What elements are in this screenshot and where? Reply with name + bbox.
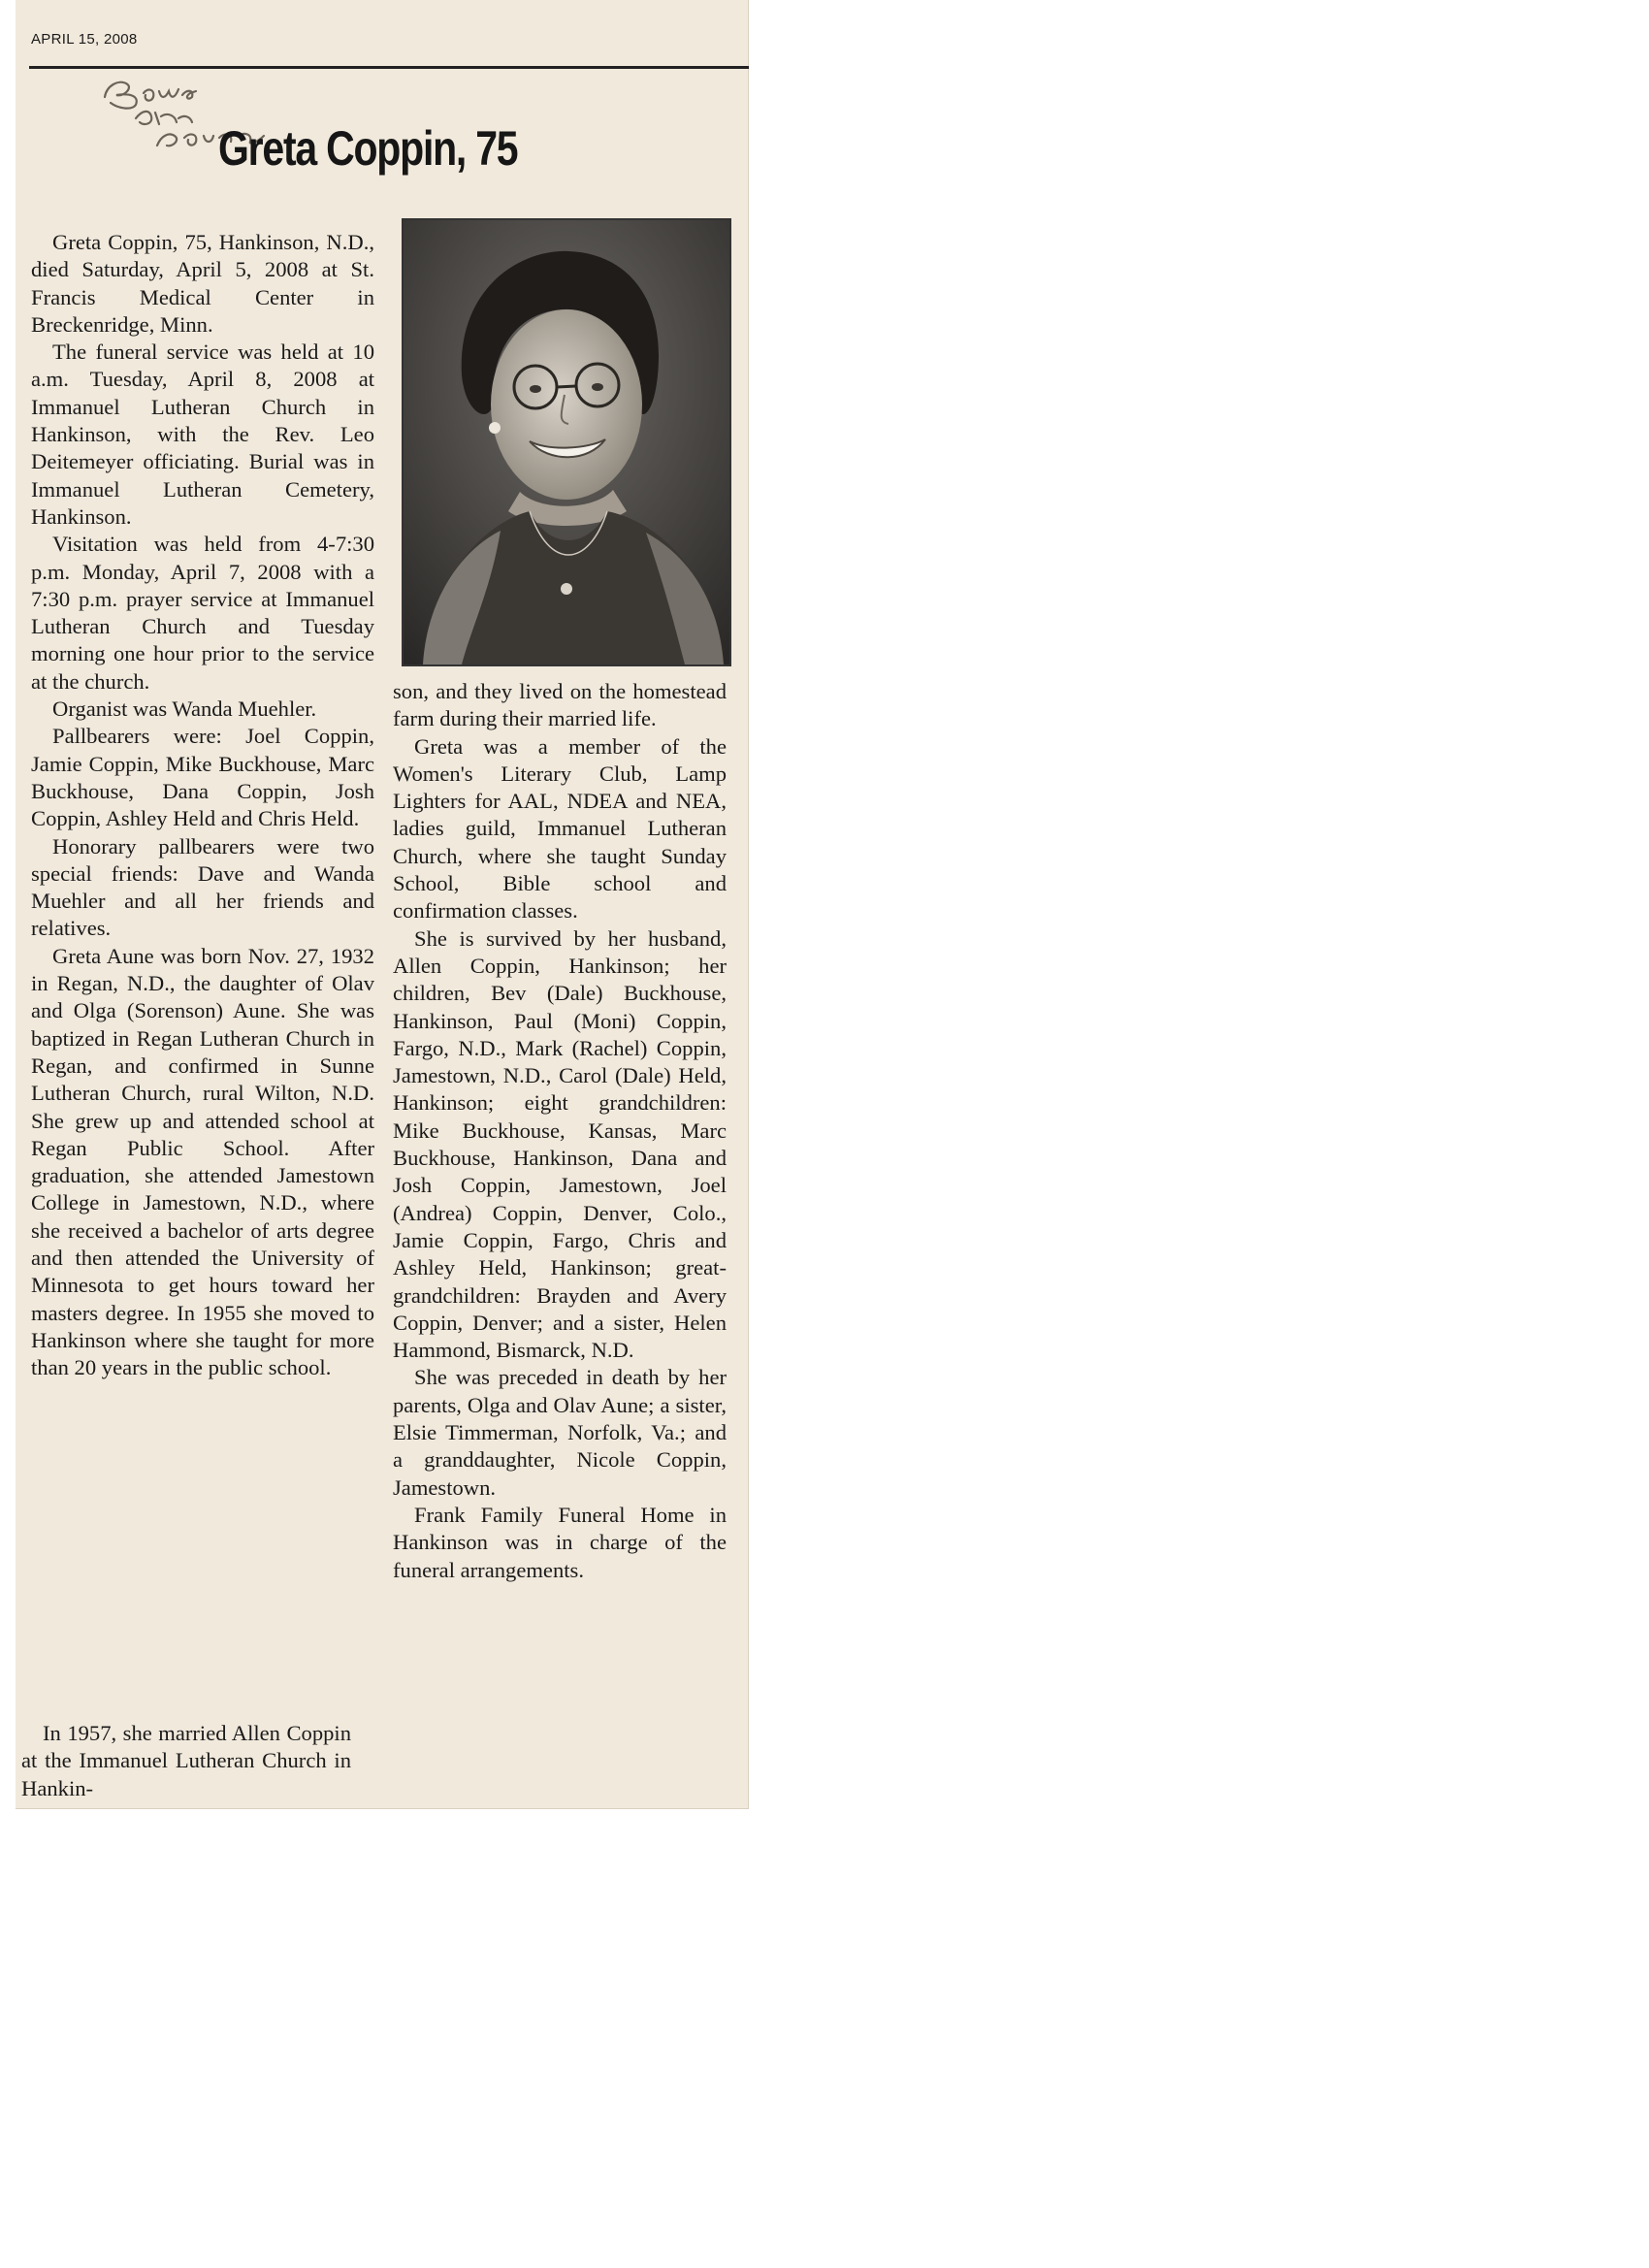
column-1	[31, 229, 374, 1381]
dateline: APRIL 15, 2008	[31, 31, 138, 48]
paragraph-survivors: She is survived by her husband, Allen Coppin, Hankinson; her children, Bev (Dale) Buckhouse, Hankinson, Paul (Moni) Coppin, Fargo, N.D., Mark (Rachel) Coppin, Jamestown, N.D., Carol (Dale) Held, Hankinson; eight grandchildren: Mike Buckhouse, Kansas, Marc Buckhouse, Hankinson, Dana and Josh Coppin, Jamestown, Joel (Andrea) Coppin, Denver, Colo., Jamie Coppin, Fargo, Chris and Ashley Held, Hankinson; great-grandchildren: Brayden and Avery Coppin, Denver; and a sister, Helen Hammond, Bismarck, N.D.	[393, 925, 727, 1363]
paragraph-honorary-pallbearers: Honorary pallbearers were two special friends: Dave and Wanda Muehler and all her friends and relatives.	[31, 833, 374, 941]
column-1-end	[21, 1720, 351, 1802]
paragraph-pallbearers: Pallbearers were: Joel Coppin, Jamie Coppin, Mike Buckhouse, Marc Buckhouse, Dana Coppin, Josh Coppin, Ashley Held and Chris Held.	[31, 724, 374, 831]
paragraph-visitation: Visitation was held from 4-7:30 p.m. Monday, April 7, 2008 with a 7:30 p.m. prayer service at Immanuel Lutheran Church and Tuesday morning one hour prior to the service at the church.	[31, 532, 374, 694]
column-2	[393, 678, 727, 1584]
paragraph-preceded-in-death: She was preceded in death by her parents, Olga and Olav Aune; a sister, Elsie Timmerman, Norfolk, Va.; and a granddaughter, Nicole Coppin, Jamestown.	[393, 1365, 727, 1500]
paragraph-marriage-continued: son, and they lived on the homestead farm during their married life.	[393, 679, 727, 731]
paragraph-funeral-service: The funeral service was held at 10 a.m. Tuesday, April 8, 2008 at Immanuel Lutheran Church in Hankinson, with the Rev. Leo Deitemeyer officiating. Burial was in Immanuel Lutheran Cemetery, Hankinson.	[31, 340, 374, 529]
portrait-photo	[402, 218, 731, 666]
paragraph-memberships: Greta was a member of the Women's Literary Club, Lamp Lighters for AAL, NDEA and NEA, ladies guild, Immanuel Lutheran Church, where she taught Sunday School, Bible school and confirmation classes.	[393, 733, 727, 923]
paragraph-funeral-home: Frank Family Funeral Home in Hankinson was in charge of the funeral arrangements.	[393, 1502, 727, 1582]
paragraph-biography: Greta Aune was born Nov. 27, 1932 in Regan, N.D., the daughter of Olav and Olga (Sorenson) Aune. She was baptized in Regan Lutheran Church in Regan, and confirmed in Sunne Lutheran Church, rural Wilton, N.D. She grew up and attended school at Regan Public School. After graduation, she attended Jamestown College in Jamestown, N.D., where she received a bachelor of arts degree and then attended the University of Minnesota to get hours toward her masters degree. In 1955 she moved to Hankinson where she taught for more than 20 years in the public school.	[31, 943, 374, 1380]
paragraph-organist: Organist was Wanda Muehler.	[52, 697, 317, 722]
portrait-photo-icon	[404, 220, 729, 664]
paragraph-marriage: In 1957, she married Allen Coppin at the Immanuel Lutheran Church in Hankin-	[21, 1721, 351, 1800]
paragraph-death-notice: Greta Coppin, 75, Hankinson, N.D., died Saturday, April 5, 2008 at St. Francis Medical Center in Breckenridge, Minn.	[31, 230, 374, 337]
obituary-headline: Greta Coppin, 75	[218, 121, 518, 176]
